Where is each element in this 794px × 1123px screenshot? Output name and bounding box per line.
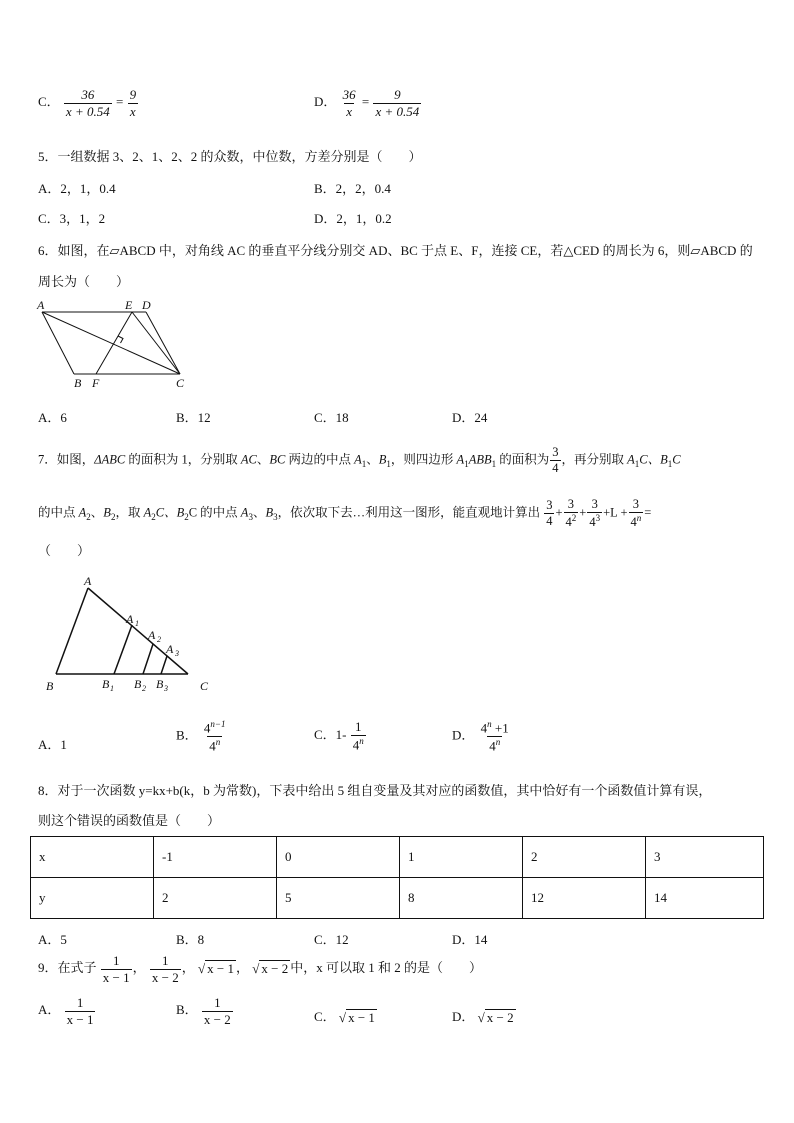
q8-stem-line1: 8．对于一次函数 y=kx+b(k，b 为常数)，下表中给出 5 组自变量及其对应的函数值，其中恰好有一个函数值计算有误， [38, 783, 712, 798]
q6-label-c: C [176, 376, 185, 390]
q7-triangle-figure [40, 572, 230, 696]
q7-label-a3: A [166, 642, 174, 656]
table-row [31, 878, 764, 919]
q9-expr2: $\frac{1}{x - 2}$ [151, 953, 179, 985]
table-cell: 2 [154, 878, 277, 919]
q7-label-b2-sub: 2 [142, 684, 146, 693]
q7-segment-a3b3 [161, 656, 167, 674]
q6-side-dc [146, 312, 180, 374]
q4-option-c-label: C． [38, 94, 60, 110]
q7-option-d[interactable]: D． $\frac{4^n +1}{4^n}$ [452, 719, 509, 754]
q7-label-a1-sub: 1 [135, 619, 139, 628]
table-cell: x [31, 837, 154, 878]
q7-label-a: A [84, 574, 92, 588]
q4-c-frac1: $\frac{36}{x + 0.54}$ [65, 87, 110, 119]
q7-label-a2-sub: 2 [157, 635, 161, 644]
q8-value-table [30, 836, 764, 919]
q7-label-a2: A [148, 628, 156, 642]
q6-label-e: E [125, 298, 133, 312]
q6-diagonal-ac [42, 312, 180, 374]
q8-option-d[interactable]: D．14 [452, 932, 488, 947]
q7-label-b1: B [102, 677, 110, 691]
q8-stem-line2: 则这个错误的函数值是（ ） [38, 813, 221, 828]
q7-c-frac: $\frac{1}{4^n}$ [352, 719, 364, 752]
q9-option-b[interactable]: B． $\frac{1}{x - 2}$ [176, 995, 231, 1027]
q7-label-a3-sub: 3 [175, 649, 179, 658]
q7-three-quarters: $\frac{3}{4}$ [552, 445, 559, 476]
q7-option-c[interactable]: C．1- $\frac{1}{4^n}$ [314, 719, 364, 752]
q4-d-frac2: $\frac{9}{x + 0.54}$ [375, 87, 420, 119]
q5-stem: 5．一组数据 3、2、1、2、2 的众数，中位数，方差分别是（ ） [38, 149, 422, 164]
q5-option-a[interactable]: A．2，1，0.4 [38, 181, 116, 196]
q7-label-b3: B [156, 677, 164, 691]
q9-c-sqrt: √ x − 1 [338, 1010, 375, 1026]
q9-d-sqrt: √ x − 2 [477, 1010, 514, 1026]
table-cell: 8 [400, 878, 523, 919]
q7-option-a[interactable]: A．1 [38, 737, 67, 752]
q6-stem-line2: 周长为（ ） [38, 274, 130, 289]
q7-b-frac: $\frac{4^{n-1}}{4^n}$ [203, 719, 226, 754]
table-cell: 5 [277, 878, 400, 919]
q9-expr4: √ x − 2 [252, 961, 289, 977]
q6-option-a[interactable]: A．6 [38, 410, 67, 425]
q6-option-c[interactable]: C．18 [314, 410, 349, 425]
q6-label-a: A [37, 298, 45, 312]
table-cell: 1 [400, 837, 523, 878]
table-cell: 3 [646, 837, 764, 878]
table-cell: -1 [154, 837, 277, 878]
q6-label-b: B [74, 376, 82, 390]
q6-option-d[interactable]: D．24 [452, 410, 488, 425]
q7-sum-term2: $\frac{3}{4^2}$ [565, 497, 577, 530]
q7-label-b2: B [134, 677, 142, 691]
q5-option-c[interactable]: C．3，1，2 [38, 211, 106, 226]
q6-side-ab [42, 312, 74, 374]
q7-label-b: B [46, 679, 54, 693]
table-cell: 2 [523, 837, 646, 878]
q7-option-b[interactable]: B． $\frac{4^{n-1}}{4^n}$ [176, 719, 226, 754]
q9-option-d[interactable]: D． √ x − 2 [452, 1009, 514, 1026]
q6-right-angle-mark [118, 336, 123, 343]
q9-b-frac: $\frac{1}{x - 2}$ [203, 995, 231, 1027]
table-row [31, 837, 764, 878]
q6-label-d: D [142, 298, 151, 312]
q7-segment-a1b1 [114, 625, 132, 674]
q9-a-frac: $\frac{1}{x - 1}$ [66, 995, 94, 1027]
q8-option-c[interactable]: C．12 [314, 932, 349, 947]
q8-option-a[interactable]: A．5 [38, 932, 67, 947]
q4-option-d-label: D． [314, 94, 337, 110]
q6-option-b[interactable]: B．12 [176, 410, 211, 425]
q7-sum-term1: $\frac{3}{4}$ [546, 498, 553, 529]
q9-expr3: √ x − 1 [197, 961, 234, 977]
q4-c-frac2: $\frac{9}{x}$ [129, 87, 137, 119]
q7-answer-paren: （ ） [38, 543, 91, 558]
q7-segment-a2b2 [143, 644, 153, 674]
q6-line-ef [96, 312, 132, 374]
q9-option-c[interactable]: C． √ x − 1 [314, 1009, 375, 1026]
table-cell: 14 [646, 878, 764, 919]
q7-label-c: C [200, 679, 209, 693]
q9-stem: 9．在式子 $\frac{1}{x - 1}$ ， $\frac{1}{x - 2}$ ， √ x − 1 ， √ x − 2 中，x 可以取 1 和 2 的是（ ） [38, 953, 482, 985]
q5-option-d[interactable]: D．2，1，0.2 [314, 211, 392, 226]
q7-sum-termn: $\frac{3}{4^n}$ [630, 497, 642, 530]
table-cell: 0 [277, 837, 400, 878]
q9-expr1: $\frac{1}{x - 1}$ [102, 953, 130, 985]
q7-label-b1-sub: 1 [110, 684, 114, 693]
q6-stem-line1: 6．如图，在▱ABCD 中，对角线 AC 的垂直平分线分别交 AD、BC 于点 E、F，连接 CE，若△CED 的周长为 6，则▱ABCD 的 [38, 243, 753, 258]
q6-parallelogram-figure [34, 296, 194, 392]
q7-label-a1: A [126, 612, 134, 626]
q4-d-frac1: $\frac{36}{x}$ [342, 87, 356, 119]
q7-label-b3-sub: 3 [164, 684, 168, 693]
q7-stem-line1: 7．如图，ΔABC 的面积为 1，分别取 AC、BC 两边的中点 $A_1$、$B_1$，则四边形 $A_1ABB_1$ 的面积为 $\frac{3}{4}$ ，再分别取 $A_1C$、$B_1C$ [38, 445, 681, 476]
q7-d-frac: $\frac{4^n +1}{4^n}$ [480, 719, 509, 754]
q4-option-d[interactable]: D． $\frac{36}{x}$ = $\frac{9}{x + 0.54}$ [314, 87, 420, 119]
q7-side-ac [88, 588, 188, 674]
q4-option-c[interactable]: C． $\frac{36}{x + 0.54}$ = $\frac{9}{x}$ [38, 87, 137, 119]
q8-option-b[interactable]: B．8 [176, 932, 205, 947]
q6-label-f: F [92, 376, 100, 390]
q5-option-b[interactable]: B．2，2，0.4 [314, 181, 391, 196]
table-cell: 12 [523, 878, 646, 919]
q7-side-ab [56, 588, 88, 674]
q6-line-ce [132, 312, 180, 374]
q9-option-a[interactable]: A． $\frac{1}{x - 1}$ [38, 995, 94, 1027]
q7-sum-term3: $\frac{3}{4^3}$ [589, 497, 601, 530]
q7-stem-line2: 的中点 $A_2$、$B_2$，取 $A_2C$、$B_2C$ 的中点 $A_3$、$B_3$，依次取下去…利用这一图形，能直观地计算出 $\frac{3}{4}$ + $\frac{3}{4^2}$ + $\frac{3}{4^3}$ +L + $\frac{3}{4^n}$ = [38, 497, 652, 530]
table-cell: y [31, 878, 154, 919]
